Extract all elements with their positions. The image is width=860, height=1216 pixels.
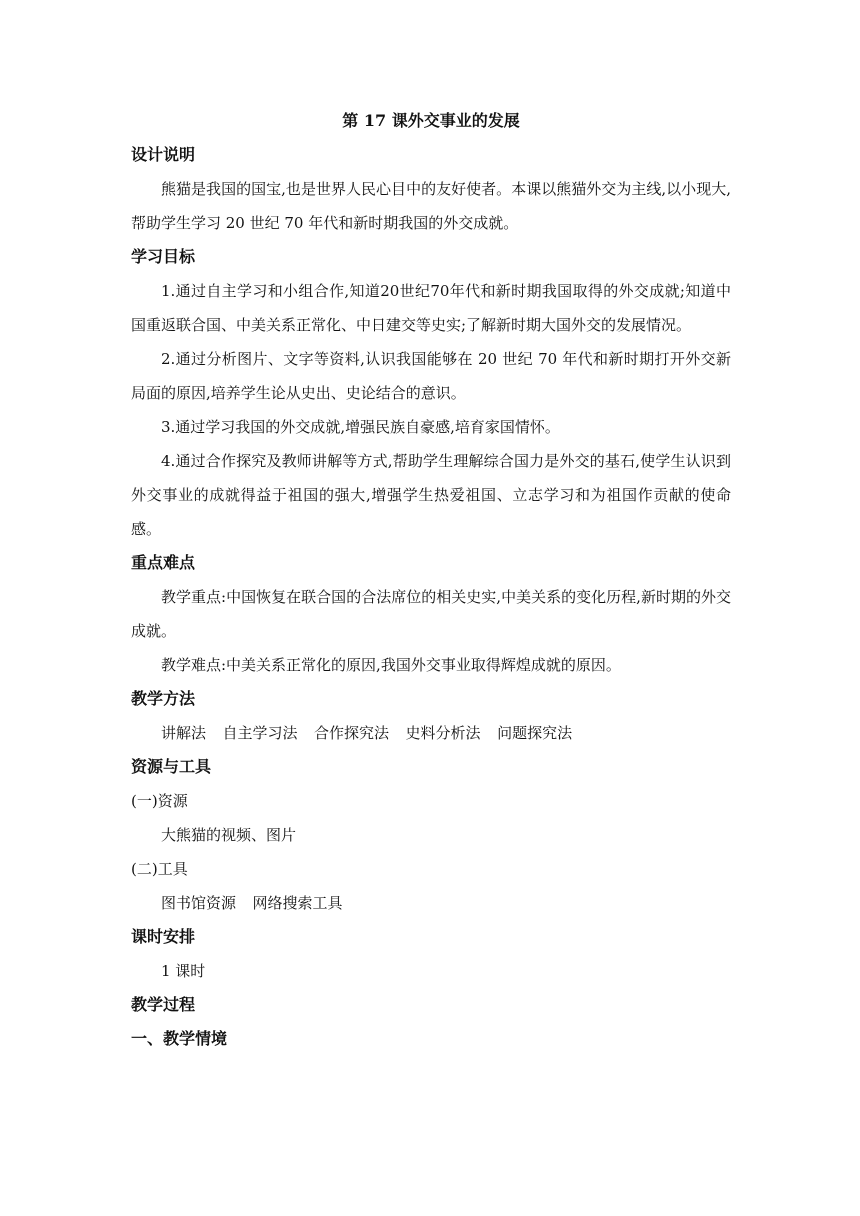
tools-list (131, 886, 731, 920)
tool-item: 图书馆资源 (161, 894, 237, 912)
methods-heading: 教学方法 (131, 689, 196, 708)
document-page (131, 104, 731, 1056)
teaching-key-point: 教学重点:中国恢复在联合国的合法席位的相关史实,中美关系的变化历程,新时期的外交成就。 (131, 588, 732, 640)
tools-label: (二)工具 (131, 860, 188, 878)
goal-item-1: 1.通过自主学习和小组合作,知道20世纪70年代和新时期我国取得的外交成就;知道中国重返联合国、中美关系正常化、中日建交等史实;了解新时期大国外交的发展情况。 (131, 282, 731, 334)
goal-item-4: 4.通过合作探究及教师讲解等方式,帮助学生理解综合国力是外交的基石,使学生认识到外交事业的成就得益于祖国的强大,增强学生热爱祖国、立志学习和为祖国作贡献的使命感。 (131, 452, 731, 538)
resources-heading: 资源与工具 (131, 757, 212, 776)
process-heading: 教学过程 (131, 995, 196, 1014)
resources-label: (一)资源 (131, 792, 188, 810)
method-item: 问题探究法 (497, 724, 573, 742)
methods-list (131, 716, 731, 750)
tool-item: 网络搜索工具 (252, 894, 343, 912)
design-heading: 设计说明 (131, 145, 196, 164)
lesson-title: 第 17 课外交事业的发展 (342, 111, 520, 130)
design-text: 熊猫是我国的国宝,也是世界人民心目中的友好使者。本课以熊猫外交为主线,以小现大,帮助学生学习 20 世纪 70 年代和新时期我国的外交成就。 (131, 180, 731, 232)
goal-item-3: 3.通过学习我国的外交成就,增强民族自豪感,培育家国情怀。 (161, 418, 560, 436)
schedule-heading: 课时安排 (131, 927, 196, 946)
key-points-heading: 重点难点 (131, 553, 196, 572)
schedule-text: 1 课时 (161, 962, 206, 980)
method-item: 合作探究法 (314, 724, 390, 742)
process-first-step: 一、教学情境 (131, 1029, 228, 1048)
goals-heading: 学习目标 (131, 247, 196, 266)
method-item: 讲解法 (161, 724, 207, 742)
teaching-difficulty: 教学难点:中美关系正常化的原因,我国外交事业取得辉煌成就的原因。 (161, 656, 621, 674)
method-item: 史料分析法 (405, 724, 481, 742)
method-item: 自主学习法 (222, 724, 298, 742)
goal-item-2: 2.通过分析图片、文字等资料,认识我国能够在 20 世纪 70 年代和新时期打开外交新局面的原因,培养学生论从史出、史论结合的意识。 (131, 350, 731, 402)
resources-text: 大熊猫的视频、图片 (161, 826, 297, 844)
